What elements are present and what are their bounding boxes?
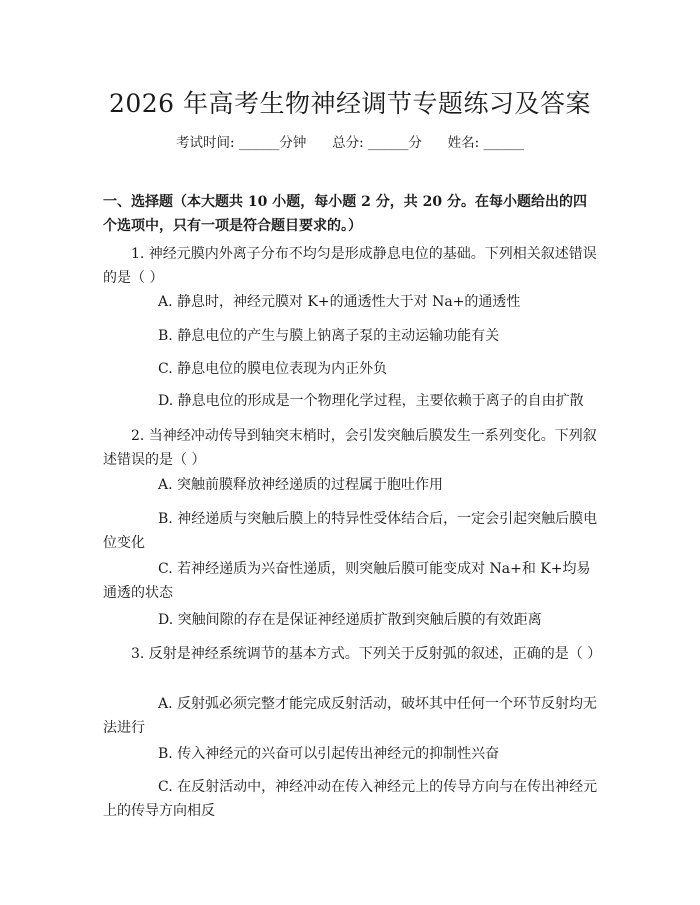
- question-2-option-a: A. 突触前膜释放神经递质的过程属于胞吐作用: [158, 477, 444, 493]
- question-2-option-d: D. 突触间隙的存在是保证神经递质扩散到突触后膜的有效距离: [158, 612, 542, 628]
- question-1-option-c: C. 静息电位的膜电位表现为内正外负: [158, 361, 388, 377]
- question-1-option-b: B. 静息电位的产生与膜上钠离子泵的主动运输功能有关: [158, 328, 500, 344]
- question-1-stem: 1. 神经元膜内外离子分布不均匀是形成静息电位的基础。下列相关叙述错误的是（ ）: [103, 246, 597, 286]
- question-1-option-d: D. 静息电位的形成是一个物理化学过程，主要依赖于离子的自由扩散: [158, 393, 584, 409]
- question-2-stem: 2. 当神经冲动传导到轴突末梢时，会引发突触后膜发生一系列变化。下列叙述错误的是（ ）: [103, 428, 597, 468]
- question-3-option-b: B. 传入神经元的兴奋可以引起传出神经元的抑制性兴奋: [158, 746, 500, 762]
- question-3-option-c: C. 在反射活动中，神经冲动在传入神经元上的传导方向与在传出神经元上的传导方向相反: [103, 779, 598, 819]
- page-title: 2026 年高考生物神经调节专题练习及答案: [108, 89, 592, 118]
- question-3-stem: 3. 反射是神经系统调节的基本方式。下列关于反射弧的叙述，正确的是（ ）: [131, 646, 602, 662]
- question-2-option-b: B. 神经递质与突触后膜上的特异性受体结合后，一定会引起突触后膜电位变化: [103, 511, 598, 551]
- exam-info-line: 考试时间: ______分钟 总分: ______分 姓名: ______: [175, 135, 524, 151]
- question-1-option-a: A. 静息时，神经元膜对 K+的通透性大于对 Na+的通透性: [158, 294, 521, 310]
- question-3-option-a: A. 反射弧必须完整才能完成反射活动，破坏其中任何一个环节反射均无法进行: [103, 696, 598, 736]
- question-2-option-c: C. 若神经递质为兴奋性递质，则突触后膜可能变成对 Na+和 K+均易通透的状态: [103, 561, 591, 601]
- section-heading: 一、选择题（本大题共 10 小题，每小题 2 分，共 20 分。在每小题给出的四个选项中，只有一项是符合题目要求的。）: [103, 194, 587, 234]
